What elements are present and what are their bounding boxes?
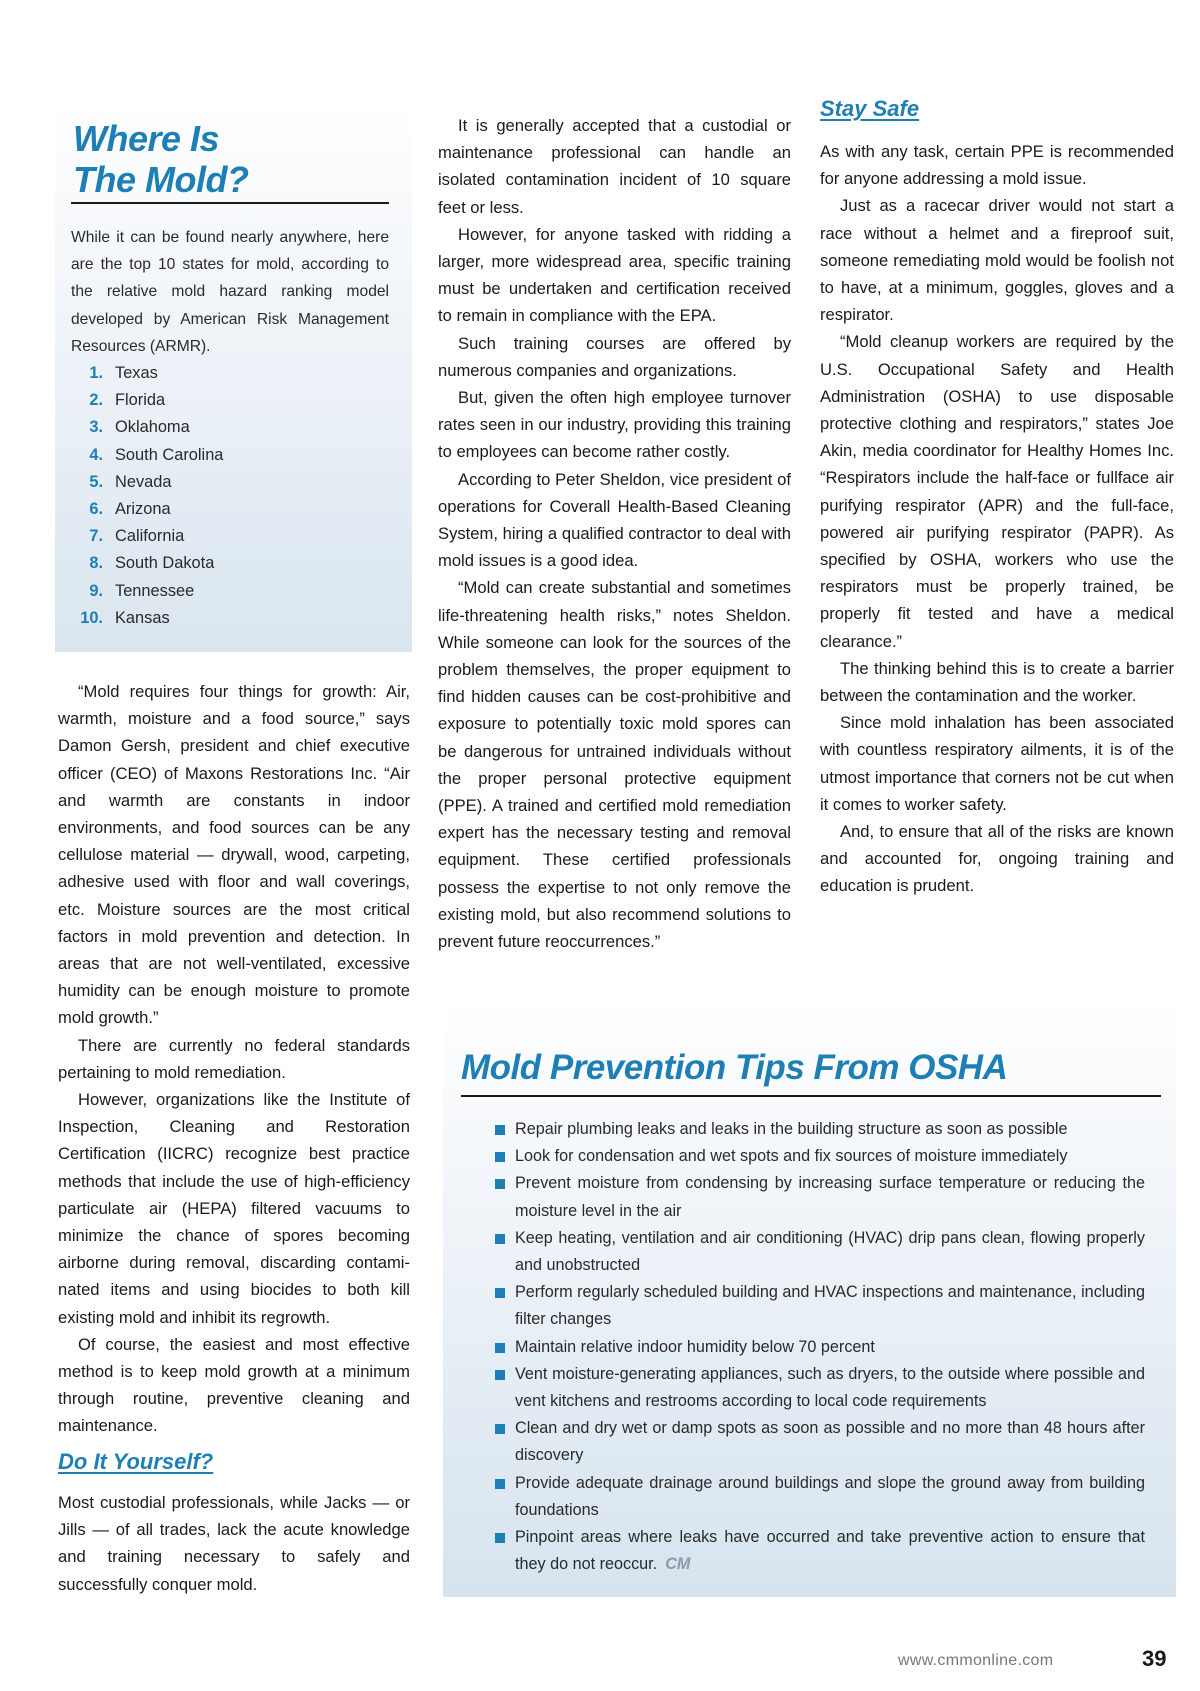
list-item [71, 550, 223, 577]
list-item [495, 1524, 1145, 1578]
body-paragraph: Most custodial professionals, while Jacks — or Jills — of all trades, lack the acute knowledge and training necessary to safely and successfully conquer mold. [58, 1493, 410, 1594]
body-paragraph: “Mold cleanup workers are required by the U.S. Occupational Safety and Health Administration (OSHA) to use disposable protective clothing and respirators,” states Joe Akin, media coordinator for Healthy Homes Inc. “Respirators include the half-face or fullface air purifying respirator (APR) and the full-face, powered air purifying respirator (PAPR). As specified by OSHA, workers who use the respirators must be properly trained, be properly fit tested and have a medical clearance.” [820, 332, 1174, 651]
article-column-3 [820, 138, 1174, 900]
state-name: South Dakota [115, 554, 215, 573]
body-paragraph: Just as a racecar driver would not start a race without a helmet and a fireproof suit, someone remediating mold would be foolish not to have, at a minimum, goggles, gloves and a respirator. [820, 196, 1174, 325]
sidebar-title [73, 118, 248, 200]
state-rank: 6. [89, 499, 103, 518]
footer-url: www.cmmonline.com [898, 1652, 1054, 1669]
state-name: Florida [115, 391, 166, 410]
diy-heading: Do It Yourself? [58, 1449, 214, 1474]
osha-tips-box [443, 1001, 1176, 1597]
body-paragraph: There are currently no federal standards pertaining to mold remediation. [58, 1035, 410, 1082]
state-rank: 4. [89, 445, 103, 464]
square-bullet-icon [495, 1179, 505, 1189]
tip-text: Keep heating, ventilation and air conditioning (HVAC) drip pans clean, flowing properly and unobstructed [515, 1228, 1145, 1275]
square-bullet-icon [495, 1424, 505, 1434]
state-name: Tennessee [115, 581, 195, 600]
tip-text: Provide adequate drainage around buildings and slope the ground away from building foundations [515, 1473, 1145, 1519]
body-paragraph: Since mold inhalation has been associated with countless respiratory ailments, it is of the utmost importance that corners not be cut when it comes to worker safety. [820, 713, 1174, 814]
body-paragraph: However, organizations like the Institute of Inspection, Cleaning and Restoration Certification (IICRC) recognize best practice methods that include the use of high-efficiency particulate air (HEPA) filtered vacuums to minimize the chance of spores becoming airborne during removal, discarding contaminated items and using biocides to both kill existing mold and inhibit its regrowth. [58, 1090, 410, 1327]
body-paragraph: Such training courses are offered by numerous companies and organizations. [438, 333, 791, 380]
state-rank: 3. [89, 418, 103, 437]
tip-text: Pinpoint areas where leaks have occurred and take preventive action to ensure that they do not reoccur. [515, 1528, 1145, 1574]
stay-safe-heading: Stay Safe [820, 96, 920, 121]
square-bullet-icon [495, 1125, 505, 1135]
article-column-1 [58, 678, 410, 1440]
tip-text: Perform regularly scheduled building and HVAC inspections and maintenance, including filter changes [515, 1283, 1145, 1329]
list-item [495, 1415, 1145, 1469]
square-bullet-icon [495, 1533, 505, 1543]
cm-end-mark: CM [665, 1555, 691, 1574]
osha-divider [461, 1095, 1161, 1097]
state-name: Kansas [115, 608, 170, 627]
body-paragraph: But, given the often high employee turnover rates seen in our industry, providing this training to employees can become rather costly. [438, 388, 791, 462]
tip-text: Clean and dry wet or damp spots as soon as possible and no more than 48 hours after discovery [515, 1419, 1145, 1465]
state-rank: 7. [89, 527, 103, 546]
tip-text: Prevent moisture from condensing by increasing surface temperature or reducing the moisture level in the air [515, 1174, 1145, 1220]
state-name: Oklahoma [115, 418, 190, 437]
list-item [71, 578, 223, 605]
state-name: Texas [115, 364, 158, 382]
sidebar-intro: While it can be found nearly anywhere, here are the top 10 states for mold, according to the relative mold hazard ranking model developed by American Risk Management Resources (ARMR). [71, 229, 389, 355]
body-paragraph: However, for anyone tasked with ridding a larger, more widespread area, specific training must be undertaken and certification received to remain in compliance with the EPA. [438, 224, 791, 326]
mold-states-sidebar [55, 100, 412, 652]
body-paragraph: According to Peter Sheldon, vice president of operations for Coverall Health-Based Cleaning System, hiring a qualified contractor to deal with mold issues is a good idea. [438, 469, 791, 571]
list-item [71, 523, 223, 550]
body-paragraph: And, to ensure that all of the risks are known and accounted for, ongoing training and education is prudent. [820, 822, 1174, 896]
state-rank: 2. [89, 391, 103, 410]
state-name: South Carolina [115, 445, 224, 464]
sidebar-title-line1: Where Is [73, 118, 220, 159]
page-number: 39 [1142, 1646, 1167, 1671]
list-item [71, 496, 223, 523]
list-item [71, 387, 223, 414]
body-paragraph: “Mold requires four things for growth: Air, warmth, moisture and a food source,” says Damon Gersh, president and chief executive officer (CEO) of Maxons Restorations Inc. “Air and warmth are constants in indoor environments, and food sources can be any cellulose material — drywall, wood, carpeting, adhesive used with floor and wall coverings, etc. Moisture sources are the most critical factors in mold prevention and detection. In areas that are not well-ventilated, excessive humidity can be enough moisture to promote mold growth.” [58, 682, 410, 1028]
osha-tips-title: Mold Prevention Tips From OSHA [461, 1048, 1008, 1087]
square-bullet-icon [495, 1234, 505, 1244]
list-item [495, 1470, 1145, 1524]
square-bullet-icon [495, 1152, 505, 1162]
state-rank: 8. [89, 554, 103, 573]
state-rank: 5. [89, 472, 103, 491]
tip-text: Maintain relative indoor humidity below 70 percent [515, 1337, 875, 1356]
tip-text: Repair plumbing leaks and leaks in the building structure as soon as possible [515, 1120, 1068, 1138]
osha-tips-list [495, 1116, 1145, 1578]
diy-section [58, 1489, 410, 1598]
list-item [495, 1116, 1145, 1143]
sidebar-title-line2: The Mold? [73, 159, 249, 200]
state-name: California [115, 527, 185, 546]
sidebar-divider [71, 202, 389, 204]
list-item [495, 1170, 1145, 1224]
list-item [495, 1143, 1145, 1170]
list-item [71, 442, 223, 469]
list-item [495, 1225, 1145, 1279]
body-paragraph: As with any task, certain PPE is recommended for anyone addressing a mold issue. [820, 142, 1174, 189]
body-paragraph: The thinking behind this is to create a barrier between the contamination and the worker. [820, 658, 1174, 706]
square-bullet-icon [495, 1288, 505, 1298]
state-rank: 9. [89, 581, 103, 600]
list-item [71, 605, 223, 632]
state-rank: 10. [80, 608, 103, 627]
state-rank: 1. [89, 364, 103, 382]
article-column-2 [438, 112, 791, 955]
list-item [71, 469, 223, 496]
list-item [71, 414, 223, 441]
body-paragraph: “Mold can create substantial and sometimes life-threatening health risks,” notes Sheldon. While someone can look for the sources of the problem themselves, the proper equipment to find hidden causes can be cost-prohibitive and exposure to potentially toxic mold spores can be dangerous for untrained individuals without the proper personal protective equipment (PPE). A trained and certified mold remediation expert has the necessary testing and removal equipment. These certified professionals possess the expertise to not only remove the existing mold, but also recommend solutions to prevent future reoccurrences.” [438, 578, 791, 952]
list-item [71, 360, 223, 387]
state-name: Nevada [115, 472, 172, 491]
body-paragraph: It is generally accepted that a custodial or maintenance professional can handle an isolated contamination incident of 10 square feet or less. [438, 116, 791, 217]
square-bullet-icon [495, 1370, 505, 1380]
state-name: Arizona [115, 499, 171, 518]
tip-text: Vent moisture-generating appliances, such as dryers, to the outside where possible and vent kitchens and restrooms according to local code requirements [515, 1364, 1145, 1411]
square-bullet-icon [495, 1479, 505, 1489]
tip-text: Look for condensation and wet spots and fix sources of moisture immediately [515, 1147, 1068, 1166]
top-states-list [71, 360, 223, 632]
square-bullet-icon [495, 1343, 505, 1353]
body-paragraph: Of course, the easiest and most effective method is to keep mold growth at a minimum through routine, preventive cleaning and maintenance. [58, 1334, 410, 1436]
list-item [495, 1361, 1145, 1415]
list-item [495, 1279, 1145, 1333]
list-item [495, 1334, 1145, 1361]
